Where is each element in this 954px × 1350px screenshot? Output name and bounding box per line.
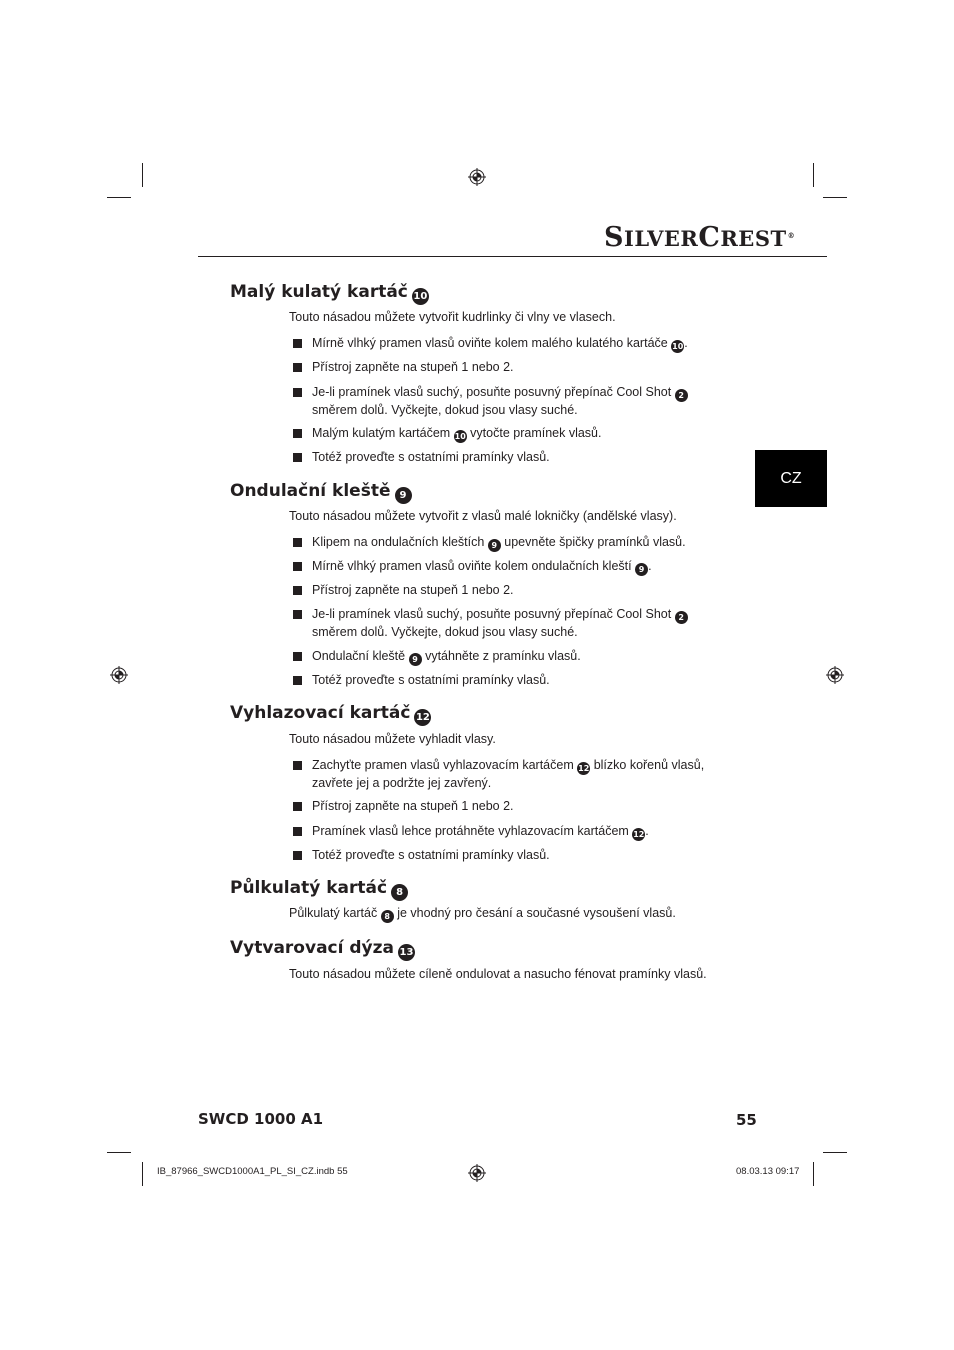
bullet-square-icon: [293, 363, 302, 372]
list-item: Klipem na ondulačních kleštích 9 upevněte špičky pramínků vlasů.: [293, 534, 713, 552]
section-intro: Touto násadou můžete vyhladit vlasy.: [289, 732, 496, 746]
list-item: Zachyťte pramen vlasů vyhlazovacím kartáčem 12 blízko kořenů vlasů, zavřete jej a podržte jej zavřený.: [293, 757, 713, 792]
list-item: Totéž proveďte s ostatními pramínky vlasů.: [293, 672, 713, 689]
bullet-square-icon: [293, 538, 302, 547]
section-title-small-round-brush: Malý kulatý kartáč 10: [230, 282, 429, 305]
bullet-square-icon: [293, 586, 302, 595]
brand-logo: SILVERCREST®: [604, 222, 796, 253]
bullet-square-icon: [293, 676, 302, 685]
bullet-square-icon: [293, 851, 302, 860]
bullet-square-icon: [293, 453, 302, 462]
list-item: Ondulační kleště 9 vytáhněte z pramínku vlasů.: [293, 648, 713, 666]
part-number-badge: 10: [672, 342, 684, 351]
bullet-square-icon: [293, 339, 302, 348]
registration-mark-icon: [468, 1164, 486, 1182]
part-number-badge: 12: [633, 830, 645, 839]
part-number-badge: 2: [675, 611, 688, 624]
crop-mark: [813, 163, 814, 187]
section-intro: Touto násadou můžete cíleně ondulovat a nasucho fénovat pramínky vlasů.: [289, 967, 707, 981]
bullet-square-icon: [293, 652, 302, 661]
part-number-badge: 8: [381, 910, 394, 923]
registration-mark-icon: [826, 666, 844, 684]
section-intro: Touto násadou můžete vytvořit kudrlinky či vlny ve vlasech.: [289, 310, 616, 324]
crop-mark: [107, 197, 131, 198]
crop-mark: [142, 1162, 143, 1186]
list-item: Je-li pramínek vlasů suchý, posuňte posuvný přepínač Cool Shot 2 směrem dolů. Vyčkejte, dokud jsou vlasy suché.: [293, 606, 713, 641]
list-item: Totéž proveďte s ostatními pramínky vlasů.: [293, 847, 713, 864]
bullet-square-icon: [293, 388, 302, 397]
part-number-badge: 8: [391, 884, 408, 901]
model-number: SWCD 1000 A1: [198, 1110, 324, 1128]
section-title-styling-nozzle: Vytvarovací dýza 13: [230, 938, 415, 961]
list-item: Přístroj zapněte na stupeň 1 nebo 2.: [293, 359, 713, 376]
crop-mark: [823, 197, 847, 198]
part-number-badge: 9: [635, 563, 648, 576]
crop-mark: [813, 1162, 814, 1186]
crop-mark: [823, 1152, 847, 1153]
part-number-badge: 9: [488, 539, 501, 552]
list-item: Mírně vlhký pramen vlasů oviňte kolem malého kulatého kartáče 10.: [293, 335, 713, 353]
section-title-crimping-tongs: Ondulační kleště 9: [230, 481, 412, 504]
list-item: Je-li pramínek vlasů suchý, posuňte posuvný přepínač Cool Shot 2 směrem dolů. Vyčkejte, dokud jsou vlasy suché.: [293, 384, 713, 419]
list-item: Pramínek vlasů lehce protáhněte vyhlazovacím kartáčem 12.: [293, 823, 713, 841]
list-item: Přístroj zapněte na stupeň 1 nebo 2.: [293, 582, 713, 599]
list-item: Přístroj zapněte na stupeň 1 nebo 2.: [293, 798, 713, 815]
part-number-badge: 9: [409, 653, 422, 666]
print-slug-date: 08.03.13 09:17: [736, 1166, 800, 1177]
language-tab: CZ: [755, 450, 827, 507]
print-slug-file: IB_87966_SWCD1000A1_PL_SI_CZ.indb 55: [157, 1166, 348, 1177]
list-item: Totéž proveďte s ostatními pramínky vlasů.: [293, 449, 713, 466]
crop-mark: [142, 163, 143, 187]
part-number-badge: 10: [454, 432, 466, 441]
header-divider: [198, 256, 827, 257]
list-item: Mírně vlhký pramen vlasů oviňte kolem ondulačních kleští 9 .: [293, 558, 713, 576]
bullet-square-icon: [293, 802, 302, 811]
section-title-smoothing-brush: Vyhlazovací kartáč 12: [230, 703, 431, 726]
registration-mark-icon: [110, 666, 128, 684]
bullet-square-icon: [293, 562, 302, 571]
bullet-square-icon: [293, 610, 302, 619]
crop-mark: [107, 1152, 131, 1153]
section-intro: Půlkulatý kartáč 8 je vhodný pro česání a současné vysoušení vlasů.: [289, 906, 676, 921]
section-intro: Touto násadou můžete vytvořit z vlasů malé lokničky (andělské vlasy).: [289, 509, 677, 523]
list-item: Malým kulatým kartáčem 10 vytočte pramínek vlasů.: [293, 425, 713, 443]
part-number-badge: 2: [675, 389, 688, 402]
registration-mark-icon: [468, 168, 486, 186]
bullet-square-icon: [293, 827, 302, 836]
section-title-half-round-brush: Půlkulatý kartáč 8: [230, 878, 408, 901]
part-number-badge: 9: [395, 487, 412, 504]
part-number-badge: 12: [578, 764, 590, 773]
page-number: 55: [736, 1111, 757, 1129]
part-number-badge: 13: [398, 944, 415, 961]
part-number-badge: 12: [414, 709, 431, 726]
bullet-square-icon: [293, 761, 302, 770]
bullet-square-icon: [293, 429, 302, 438]
part-number-badge: 10: [412, 288, 429, 305]
